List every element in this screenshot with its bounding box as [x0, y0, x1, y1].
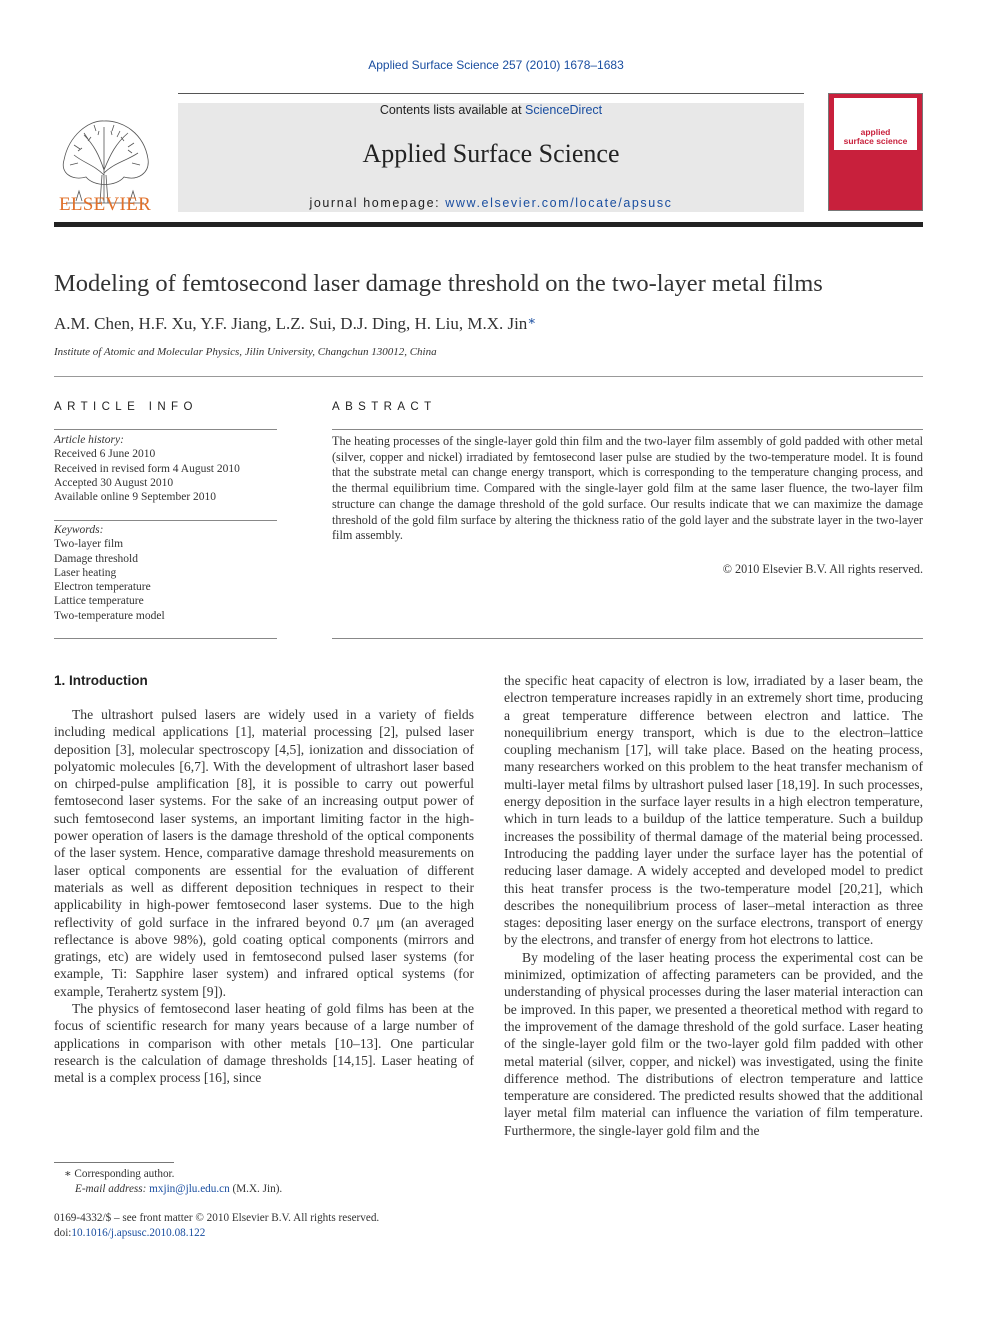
history-label: Article history: — [54, 434, 124, 446]
doi-prefix: doi: — [54, 1226, 72, 1239]
homepage-prefix: journal homepage: — [309, 196, 446, 210]
journal-homepage — [178, 196, 804, 210]
body-paragraph: the specific heat capacity of electron is low, irradiated by a laser beam, the electron temperature increases rapidly in an extremely short time, producing a great temperature difference between electron and lattice. The nonequilibrium energy transport, which is due to the electron–lattice coupling mechanism [17], will take place. Based on the heating process, many researchers worked on this problem to the heat transfer mechanism of multi-layer metal films by ultrashort pulsed laser [18,19]. In such processes, energy deposition in the surface layer results in a high electron temperature, which in turn leads to a buildup of the lattice temperature. Such a buildup increases the possibility of thermal damage of the material being processed. Introducing the padding layer under the surface layer has the potential of reducing laser damage. A widely accepted and developed model to predict this heat transfer process is the two-temperature model [20,21], which describes the nonequilibrium process of laser–metal interaction as three stages: depositing laser energy on the surface electrons, transport of energy by the electrons, and transfer of energy from hot electrons to lattice. — [504, 673, 923, 948]
header-top-rule — [178, 93, 804, 94]
footnotes — [54, 1167, 282, 1196]
history-item: Received 6 June 2010 — [54, 448, 156, 461]
history-item: Accepted 30 August 2010 — [54, 476, 174, 489]
keyword: Lattice temperature — [54, 595, 144, 608]
doi-link[interactable]: 10.1016/j.apsusc.2010.08.122 — [71, 1226, 206, 1239]
corresponding-label: Corresponding author. — [71, 1168, 175, 1180]
article-history — [54, 433, 277, 504]
keywords — [54, 523, 277, 623]
front-matter-line: 0169-4332/$ – see front matter © 2010 Elsevier B.V. All rights reserved. — [54, 1212, 380, 1224]
affiliation: Institute of Atomic and Molecular Physics, Jilin University, Changchun 130012, China — [54, 346, 437, 358]
footnote-mark: ∗ — [64, 1168, 72, 1180]
email-label: E-mail address: — [75, 1182, 147, 1195]
body-paragraph: The ultrashort pulsed lasers are widely used in a variety of fields including medical applications [1], material processing [2], pulsed laser deposition [3], molecular spectroscopy [4,5], ionization and dissociation of polyatomic molecules [6,7]. With the development of ultrashort laser based on chirped-pulse amplification [8], it is possible to carry out powerful femtosecond laser systems. For the sake of an increasing output power of such femtosecond laser systems, an important limiting factor in the high-power operation of lasers is the damage threshold of the optical components of the laser system. Hence, comparative damage threshold measurements on laser optical components are essential for the evaluation of different materials as well as different deposition techniques in respect to their applicability in high-power femtosecond laser systems. Due to the high reflectivity of gold surface in the infrared beyond 0.7 μm (an averaged reflectance is above 98%), gold coating optical components (mirrors and gratings, etc) are widely used in femtosecond pulsed laser systems (for example, Ti: Sapphire laser system) and infrared optical systems (for example, Terahertz system [9]). — [54, 707, 474, 999]
footnote-rule — [54, 1162, 174, 1163]
contents-line — [178, 103, 804, 117]
sciencedirect-link[interactable]: ScienceDirect — [525, 103, 603, 117]
introduction-heading: 1. Introduction — [54, 673, 148, 688]
contents-prefix: Contents lists available at — [379, 103, 526, 117]
corresponding-author-note — [54, 1167, 282, 1182]
body-paragraph: By modeling of the laser heating process the experimental cost can be minimized, optimization of affecting parameters can be provided, and the understanding of physical processes during the laser material interaction can be improved. In this paper, we presented a theoretical method with regard to the improvement of the damage threshold of the gold surface. Laser heating of the single-layer gold film or the two-layer gold film padded with other metal material (silver, copper, and nickel) was investigated, using the finite difference method. The distributions of electron temperature and lattice temperature are considered. The predicted results showed that the additional layer metal film material can influence the variation of film temperature. Furthermore, the single-layer gold film and the — [504, 949, 923, 1138]
doi-line — [54, 1226, 379, 1241]
elsevier-logo-text: ELSEVIER — [58, 194, 152, 215]
article-info-rule-top — [54, 429, 277, 430]
homepage-link[interactable]: www.elsevier.com/locate/apsusc — [445, 196, 673, 210]
header-thick-rule — [54, 222, 923, 227]
keyword: Electron temperature — [54, 581, 151, 594]
cover-title — [834, 128, 917, 146]
body-column-left — [54, 706, 474, 1087]
history-item: Available online 9 September 2010 — [54, 491, 217, 504]
body-paragraph: The physics of femtosecond laser heating of gold films has been at the focus of scientific research for many years because of a large number of applications in comparison with other metals [10–13]. One particular research is the calculation of damage thresholds [14,15]. Laser heating of metal is a complex process [16], since — [54, 1001, 474, 1086]
cover-title-line2: surface science — [843, 136, 908, 146]
article-title: Modeling of femtosecond laser damage threshold on the two-layer metal films — [54, 270, 823, 297]
corresponding-author-mark[interactable]: ∗ — [527, 313, 537, 328]
abstract-copyright: © 2010 Elsevier B.V. All rights reserved. — [722, 562, 923, 576]
abstract-heading: ABSTRACT — [332, 401, 437, 413]
author-list — [54, 313, 536, 334]
keyword: Two-layer film — [54, 538, 124, 551]
keywords-label: Keywords: — [54, 524, 104, 536]
journal-citation[interactable]: Applied Surface Science 257 (2010) 1678–1683 — [368, 58, 624, 72]
article-info-heading: ARTICLE INFO — [54, 401, 198, 413]
affiliation-rule — [54, 376, 923, 377]
front-matter — [54, 1211, 379, 1240]
keyword: Laser heating — [54, 566, 117, 579]
article-info-rule-bottom — [54, 638, 277, 639]
journal-name: Applied Surface Science — [362, 139, 620, 168]
abstract-text: The heating processes of the single-layer gold thin film and the two-layer film assembly of gold padded with other metal (silver, copper and nickel) irradiated by femtosecond laser pulse are studied by the two-temperature model. It is found that the substrate metal can change energy transport, which is corresponding to the temperature changing process, and the thermal equilibrium time. Compared with the single-layer gold film at the same laser fluence, the two-layer film structure can change the damage threshold of the gold surface. Our results indicate that we can maximize the damage threshold of the gold film surface by altering the thickness ratio of the gold layer and the substrate layer in the two-layer film assembly. — [332, 434, 923, 543]
journal-cover-thumbnail[interactable] — [828, 93, 923, 211]
authors-text: A.M. Chen, H.F. Xu, Y.F. Jiang, L.Z. Sui, D.J. Ding, H. Liu, M.X. Jin — [54, 314, 528, 333]
article-info-rule-mid — [54, 520, 277, 521]
keyword: Two-temperature model — [54, 609, 165, 622]
keyword: Damage threshold — [54, 552, 138, 565]
email-note — [54, 1182, 282, 1197]
body-column-right — [504, 672, 923, 1139]
cover-title-line1: applied — [860, 127, 891, 137]
history-item: Received in revised form 4 August 2010 — [54, 462, 240, 475]
abstract-rule-top — [332, 429, 923, 430]
email-owner: (M.X. Jin). — [229, 1182, 283, 1195]
email-link[interactable]: mxjin@jlu.edu.cn — [149, 1182, 230, 1195]
abstract-rule-bottom — [332, 638, 923, 639]
